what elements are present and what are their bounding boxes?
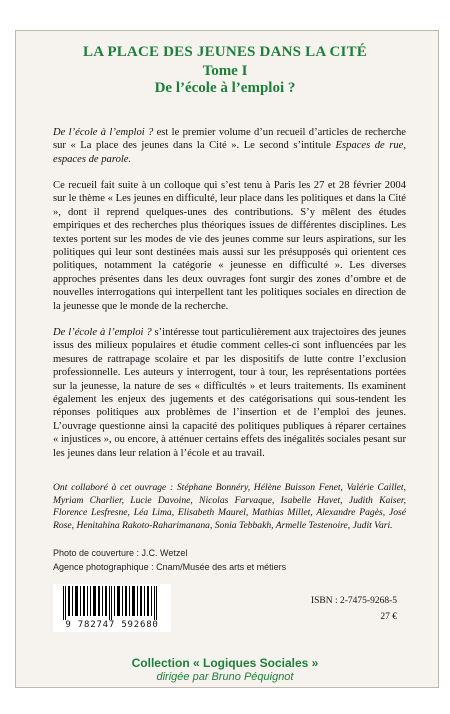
intro-book-title: De l’école à l’emploi ?: [53, 127, 154, 138]
collection-block: [0, 656, 450, 683]
credits: [53, 546, 286, 574]
barcode-bars: [57, 586, 167, 620]
paragraph-intro: [53, 126, 406, 166]
intro-text: est le premier volume d’un recueil d’articles de recherche sur « La place des jeunes dans la Cité ». Le second s’intitule: [53, 127, 406, 152]
collection-director: dirigée par Bruno Péquignot: [156, 671, 294, 683]
focus-text: s’intéresse tout particulièrement aux trajectoires des jeunes issus des milieux populaires et étudie comment celles-ci sont influencées par les mesures de rattrapage scolaire et par les dispositifs de lutte contre l’exclusion professionnelle. Les auteurs y interrogent, tour à tour, les représentations portées sur la jeunesse, la nature de ses « difficultés » et leurs traitements. Ils examinent également les enjeux des jugements et des catégorisations qui sous-tendent les réponses politiques aux problèmes de l’insertion et de l’emploi des jeunes. L’ouvrage questionne ainsi la capacité des politiques publiques à réparer certaines « injustices », ou encore, à atténuer certains effets des inégalités sociales pesant sur les jeunes dans leur relation à l’école et au travail.: [53, 327, 406, 459]
barcode: [53, 584, 171, 632]
photo-credit: Photo de couverture : J.C. Wetzel: [53, 548, 188, 558]
paragraph-colloquium: Ce recueil fait suite à un colloque qui s’est tenu à Paris les 27 et 28 février 2004 sur le thème « Les jeunes en difficulté, leur place dans les politiques et dans la Cité », dont il reprend quelques-unes des contributions. S’y mêlent des études empiriques et des recherches plus théoriques issues de différentes disciplines. Les textes portent sur les modes de vie des jeunes comme sur leurs aspirations, sur les politiques qui leur sont destinées mais aussi sur les présupposés qui orientent ces politiques, notamment la catégorie « jeunesse en difficulté ». Les diverses approches présentes dans les deux ouvrages font surgir des zones d’ombre et de nouvelles interrogations qui interpellent tant les politiques sociales en direction de la jeunesse que le monde de la recherche.: [53, 180, 406, 312]
volume-label: Tome I: [202, 63, 248, 79]
volume-title: De l’école à l’emploi ?: [154, 80, 296, 96]
focus-book-title: De l’école à l’emploi ?: [53, 327, 152, 338]
title-block: [30, 44, 420, 97]
barcode-number: 9 782747 592680: [65, 620, 159, 630]
series-title: LA PLACE DES JEUNES DANS LA CITÉ: [83, 44, 367, 60]
collaborators-list: Ont collaboré à cet ouvrage : Stéphane Bonnéry, Hélène Buisson Fenet, Valérie Caillet, Myriam Charlier, Lucie Davoine, Nicolas Farvaque, Isabelle Havet, Judith Kaiser, Florence Lesfresne, Léa Lima, Elisabeth Maurel, Mathias Millet, Alexandre Pagès, José Rose, Henitahina Rakoto-Raharimanana, Sonia Tebbakh, Armelle Testenoire, Judit Vari.: [53, 482, 406, 531]
agency-credit: Agence photographique : Cnam/Musée des arts et métiers: [53, 562, 287, 572]
price: 27 €: [380, 612, 397, 622]
isbn: ISBN : 2-7475-9268-5: [310, 596, 397, 606]
second-volume-title: Espaces de rue, espaces de parole.: [53, 140, 407, 165]
collection-name: Collection « Logiques Sociales »: [131, 656, 319, 670]
paragraph-focus: [53, 326, 406, 460]
